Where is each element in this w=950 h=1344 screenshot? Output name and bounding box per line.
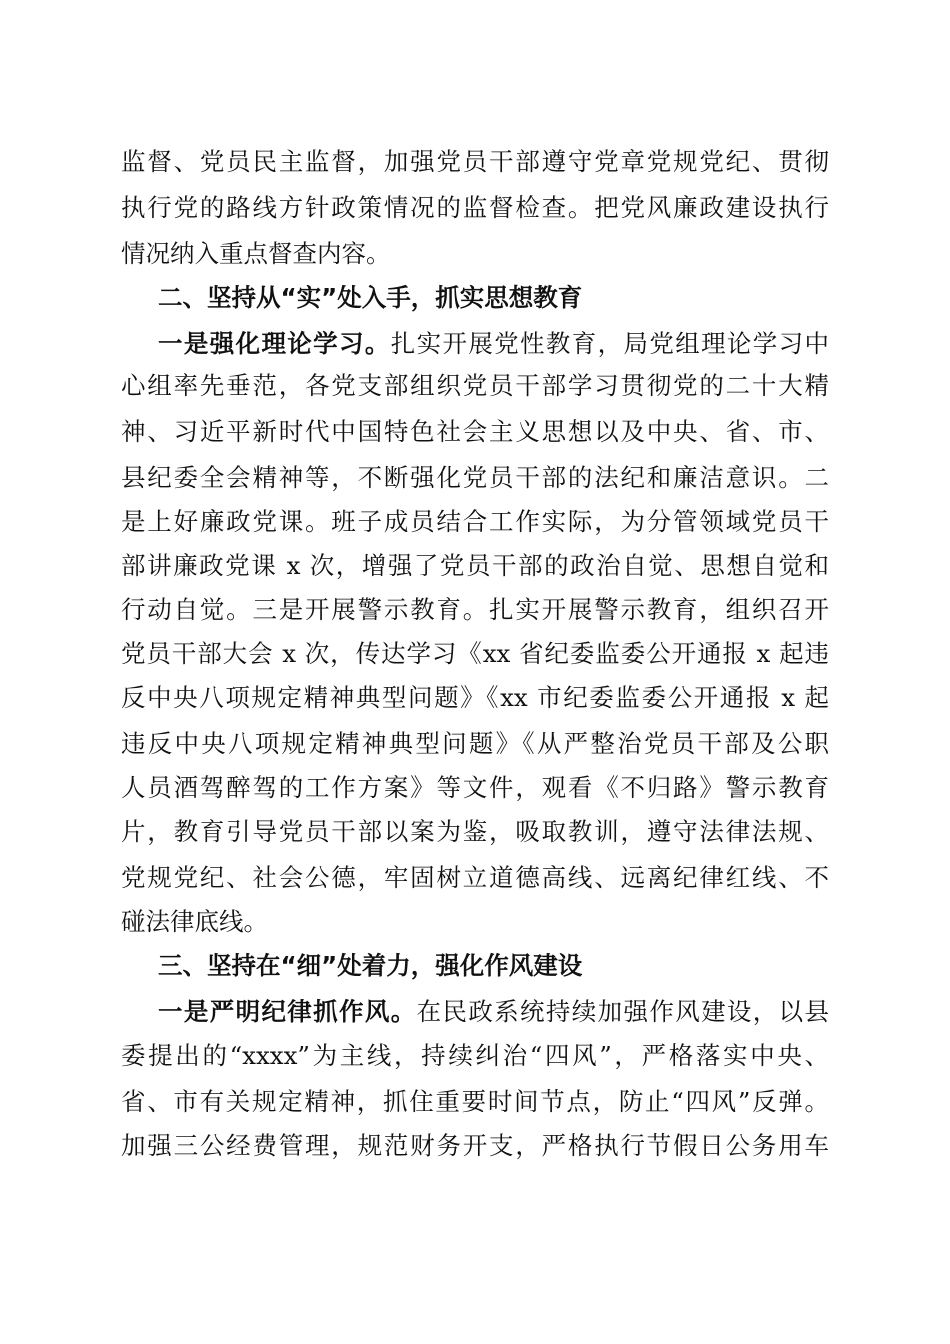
body-text-line: 片，教育引导党员干部以案为鉴，吸取教训，遵守法律法规、 xyxy=(121,817,829,846)
body-text-line: 人员酒驾醉驾的工作方案》等文件，观看《不归路》警示教育 xyxy=(121,773,829,802)
paragraph-lead: 一是强化理论学习。 xyxy=(158,329,391,358)
paragraph-lead: 一是严明纪律抓作风。 xyxy=(158,997,417,1026)
body-text-line: 是上好廉政党课。班子成员结合工作实际，为分管领域党员干 xyxy=(121,507,829,536)
body-text-line: 委提出的“xxxx”为主线，持续纠治“四风”，严格落实中央、 xyxy=(121,1041,829,1070)
body-text-line: 情况纳入重点督查内容。 xyxy=(121,239,391,268)
body-text-line: 加强三公经费管理，规范财务开支，严格执行节假日公务用车 xyxy=(121,1131,829,1160)
body-text-line: 神、习近平新时代中国特色社会主义思想以及中央、省、市、 xyxy=(121,417,829,446)
body-text-line: 监督、党员民主监督，加强党员干部遵守党章党规党纪、贯彻 xyxy=(121,147,829,176)
body-text-line: 执行党的路线方针政策情况的监督检查。把党风廉政建设执行 xyxy=(121,193,829,222)
body-text-line: 党规党纪、社会公德，牢固树立道德高线、远离纪律红线、不 xyxy=(121,863,829,892)
section-heading: 二、坚持从“实”处入手，抓实思想教育 xyxy=(158,283,583,312)
section-heading: 三、坚持在“细”处着力，强化作风建设 xyxy=(158,951,583,980)
body-text-line: 行动自觉。三是开展警示教育。扎实开展警示教育，组织召开 xyxy=(121,595,829,624)
body-text-line: 部讲廉政党课 x 次，增强了党员干部的政治自觉、思想自觉和 xyxy=(121,551,829,580)
body-text-line xyxy=(158,322,829,366)
body-text-line: 碰法律底线。 xyxy=(121,907,268,936)
body-text-span: 扎实开展党性教育，局党组理论学习中 xyxy=(390,329,830,358)
body-text-line: 党员干部大会 x 次，传达学习《xx 省纪委监委公开通报 x 起违 xyxy=(121,639,829,668)
body-text-line: 反中央八项规定精神典型问题》《xx 市纪委监委公开通报 x 起 xyxy=(121,683,829,712)
body-text-line: 心组率先垂范，各党支部组织党员干部学习贯彻党的二十大精 xyxy=(121,371,829,400)
body-text-line: 省、市有关规定精神，抓住重要时间节点，防止“四风”反弹。 xyxy=(121,1087,829,1116)
body-text-line: 县纪委全会精神等，不断强化党员干部的法纪和廉洁意识。二 xyxy=(121,463,829,492)
body-text-line xyxy=(158,990,829,1034)
body-text-line: 违反中央八项规定精神典型问题》《从严整治党员干部及公职 xyxy=(121,729,829,758)
body-text-span: 在民政系统持续加强作风建设，以县 xyxy=(416,997,830,1026)
